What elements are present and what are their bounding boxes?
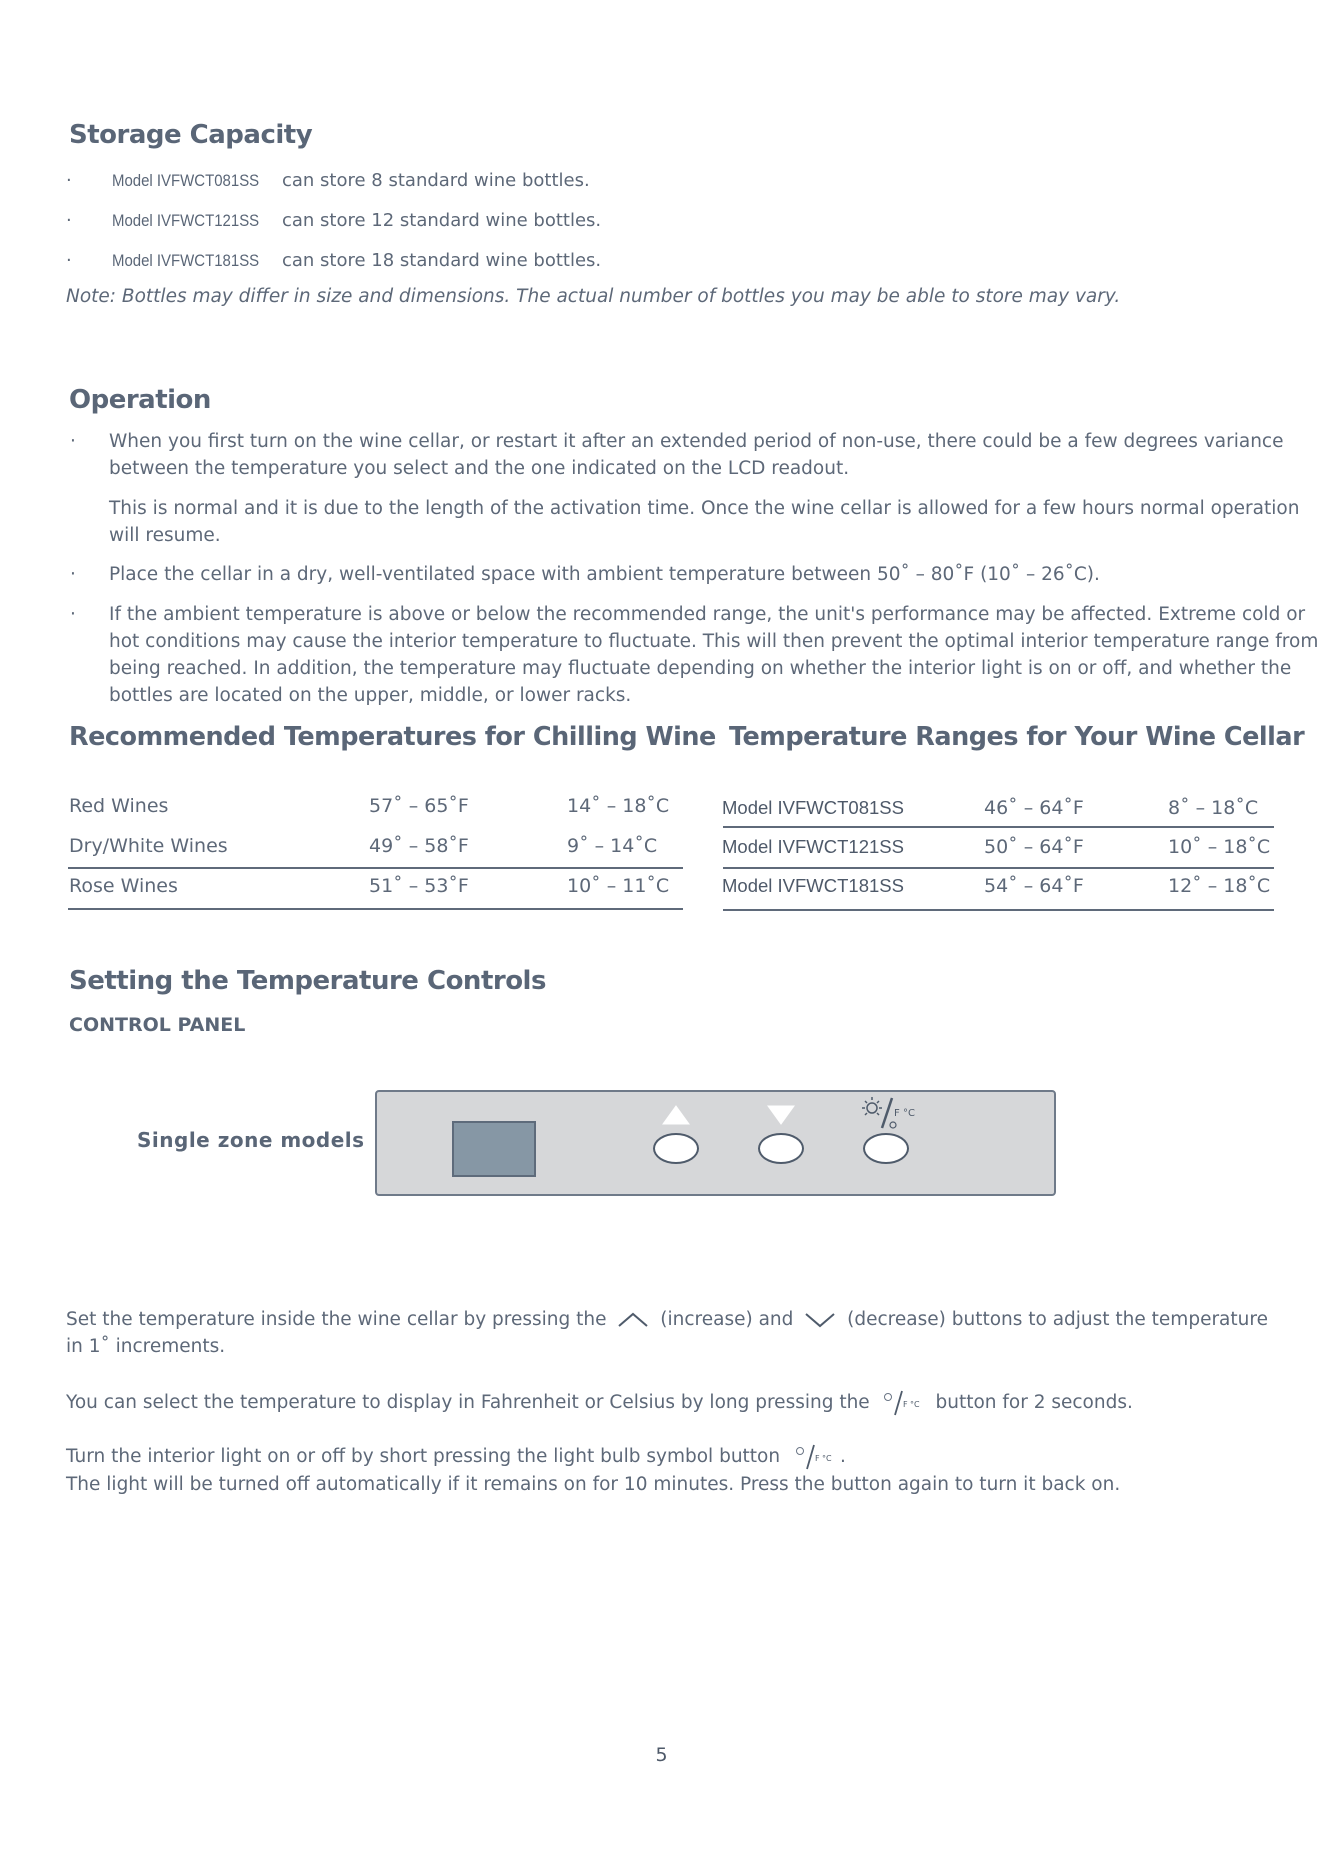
operation-heading: Operation (69, 385, 211, 415)
light-unit-icon (880, 1389, 926, 1417)
para-text: Turn the interior light on or off by short pressing the light bulb symbol button (66, 1446, 781, 1467)
operation-text: When you first turn on the wine cellar, or restart it after an extended period of non-use, there could be a few degrees variance (109, 431, 1284, 452)
temp-f: 54˚ – 64˚F (984, 875, 1084, 897)
decrease-icon (803, 1311, 837, 1329)
unit-f-label: F (894, 1108, 900, 1119)
model-name: Model IVFWCT081SS (722, 797, 904, 818)
decrease-arrow-icon (766, 1104, 796, 1126)
ranges-heading: Temperature Ranges for Your Wine Cellar (729, 722, 1305, 752)
temp-f: 50˚ – 64˚F (984, 836, 1084, 858)
operation-text: This is normal and it is due to the length of the activation time. Once the wine cellar is allowed for a few hours normal operation (109, 498, 1300, 519)
ranges-row (722, 875, 1274, 903)
model-name: Model IVFWCT121SS (722, 836, 904, 857)
temp-c: 14˚ – 18˚C (567, 795, 670, 817)
unit-c-label: °C (909, 1400, 920, 1409)
model-name: Model IVFWCT081SS (112, 171, 260, 190)
temp-f: 46˚ – 64˚F (984, 797, 1084, 819)
bullet: · (70, 564, 76, 585)
storage-item (66, 210, 601, 231)
bullet: · (66, 210, 72, 231)
para-text: button for 2 seconds. (935, 1392, 1133, 1413)
operation-text: between the temperature you select and the one indicated on the LCD readout. (109, 458, 850, 479)
decrease-button[interactable] (758, 1133, 804, 1164)
temp-c: 12˚ – 18˚C (1168, 875, 1271, 897)
para-text: in 1˚ increments. (66, 1336, 226, 1357)
wine-type: Rose Wines (69, 875, 178, 897)
model-name: Model IVFWCT181SS (112, 251, 260, 270)
temp-f: 49˚ – 58˚F (369, 835, 469, 857)
single-zone-label: Single zone models (137, 1128, 365, 1152)
storage-item (66, 250, 601, 271)
ranges-row (722, 836, 1274, 864)
control-panel-subheading: CONTROL PANEL (69, 1014, 246, 1036)
table-rule (68, 908, 683, 910)
para-text: Set the temperature inside the wine cellar by pressing the (66, 1309, 607, 1330)
temp-f: 57˚ – 65˚F (369, 795, 469, 817)
wine-type: Dry/White Wines (69, 835, 228, 857)
chilling-row (69, 835, 683, 863)
light-unit-icon (792, 1443, 838, 1471)
operation-text: will resume. (109, 525, 221, 546)
table-rule (68, 867, 683, 869)
light-unit-icon (860, 1094, 920, 1132)
storage-capacity-heading: Storage Capacity (69, 120, 313, 150)
control-panel (375, 1090, 1056, 1196)
bullet: · (66, 250, 72, 271)
para-text: The light will be turned off automatically if it remains on for 10 minutes. Press the button again to turn it back on. (66, 1474, 1121, 1495)
unit-paragraph (66, 1389, 1133, 1417)
temp-c: 8˚ – 18˚C (1168, 797, 1259, 819)
increase-icon (616, 1311, 650, 1329)
light-paragraph (66, 1443, 1120, 1498)
operation-text: being reached. In addition, the temperature may fluctuate depending on whether the interior light is on or off, and whether the (109, 658, 1292, 679)
bullet: · (66, 170, 72, 191)
para-text: . (840, 1446, 846, 1467)
storage-text: can store 8 standard wine bottles. (282, 170, 590, 191)
operation-text: If the ambient temperature is above or below the recommended range, the unit's performance may be affected. Extreme cold or (109, 604, 1306, 625)
unit-f-label: F (902, 1400, 908, 1409)
model-name: Model IVFWCT181SS (722, 875, 904, 896)
table-rule (723, 909, 1274, 911)
chilling-heading: Recommended Temperatures for Chilling Wine (69, 722, 716, 752)
temp-c: 10˚ – 11˚C (567, 875, 670, 897)
light-unit-button[interactable] (863, 1133, 909, 1164)
bullet: · (70, 604, 76, 625)
operation-text: hot conditions may cause the interior temperature to fluctuate. This will then prevent the optimal interior temperature range from (109, 631, 1319, 652)
para-text: You can select the temperature to display in Fahrenheit or Celsius by long pressing the (66, 1392, 870, 1413)
para-text: (increase) and (660, 1309, 794, 1330)
model-name: Model IVFWCT121SS (112, 211, 260, 230)
storage-note: Note: Bottles may differ in size and dimensions. The actual number of bottles you may be able to store may vary. (66, 286, 1121, 307)
ranges-row (722, 797, 1274, 825)
bullet: · (70, 431, 76, 452)
chilling-row (69, 875, 683, 903)
page-number: 5 (655, 1744, 668, 1766)
storage-text: can store 18 standard wine bottles. (282, 250, 602, 271)
increase-button[interactable] (653, 1133, 699, 1164)
storage-item (66, 170, 590, 191)
increase-decrease-paragraph (66, 1306, 1268, 1360)
table-rule (723, 826, 1274, 828)
unit-c-label: °C (822, 1454, 832, 1463)
para-text: (decrease) buttons to adjust the temperature (847, 1309, 1268, 1330)
unit-f-label: F (815, 1454, 820, 1463)
storage-text: can store 12 standard wine bottles. (282, 210, 602, 231)
lcd-display (452, 1121, 536, 1177)
chilling-row (69, 795, 683, 823)
controls-heading: Setting the Temperature Controls (69, 966, 546, 996)
temp-c: 9˚ – 14˚C (567, 835, 658, 857)
increase-arrow-icon (661, 1104, 691, 1126)
table-rule (723, 867, 1274, 869)
temp-c: 10˚ – 18˚C (1168, 836, 1271, 858)
operation-text: Place the cellar in a dry, well-ventilated space with ambient temperature between 50˚ – 80˚F (10˚ – 26˚C). (109, 564, 1100, 585)
temp-f: 51˚ – 53˚F (369, 875, 469, 897)
wine-type: Red Wines (69, 795, 169, 817)
operation-text: bottles are located on the upper, middle, or lower racks. (109, 685, 632, 706)
unit-c-label: °C (903, 1108, 915, 1119)
